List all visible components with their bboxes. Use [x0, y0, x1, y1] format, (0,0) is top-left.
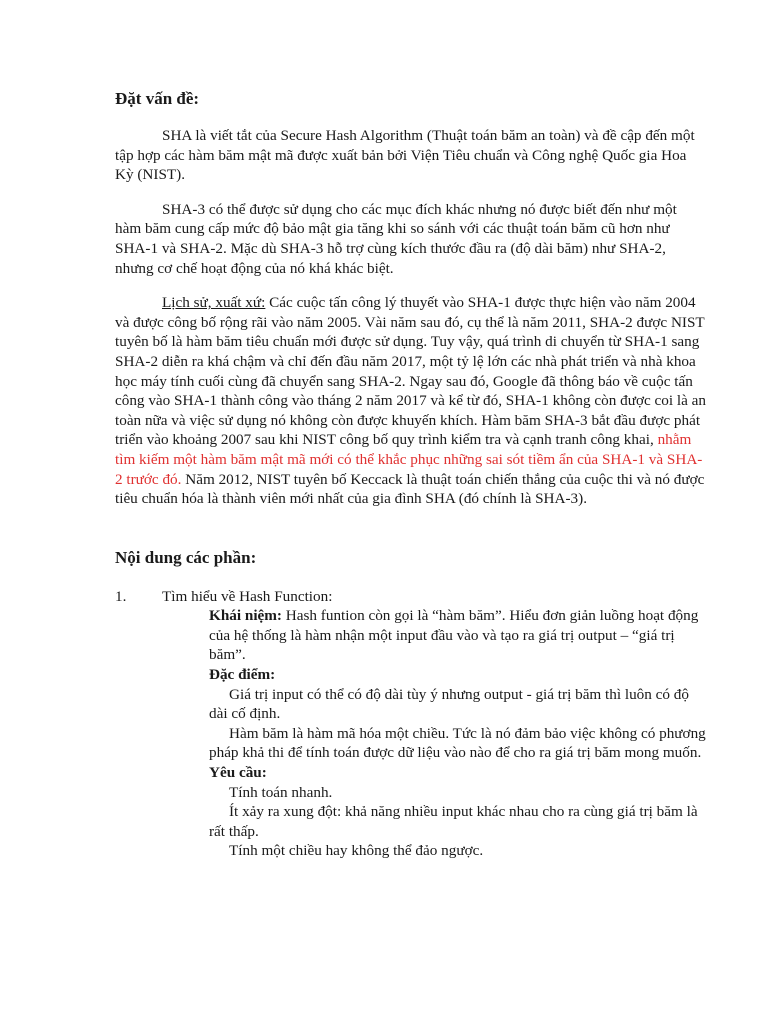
paragraph-history [115, 293, 706, 509]
section-heading-content: Nội dung các phần: [115, 547, 257, 567]
concept-text: Hash funtion còn gọi là “hàm băm”. Hiểu đơn giản luồng hoạt động của hệ thống là hàm nhận một input đầu vào và tạo ra giá trị output – “giá trị băm”. [209, 607, 699, 664]
paragraph-sha-intro: SHA là viết tắt của Secure Hash Algorithm (Thuật toán băm an toàn) và đề cập đến một tập hợp các hàm băm mật mã được xuất bản bởi Viện Tiêu chuẩn và Công nghệ Quốc gia Hoa Kỳ (NIST). [115, 127, 695, 184]
features-label: Đặc điểm: [209, 666, 276, 684]
feature-item-1: Giá trị input có thể có độ dài tùy ý nhưng output - giá trị băm thì luôn có độ dài cố định. [209, 685, 689, 723]
list-number: 1. [115, 587, 127, 605]
requirements-label: Yêu cầu: [209, 764, 267, 782]
history-label: Lịch sử, xuất xứ: [162, 294, 266, 312]
section-heading-problem: Đặt vấn đề: [115, 89, 200, 108]
requirement-item-1: Tính toán nhanh. [229, 783, 333, 801]
list-body [162, 587, 706, 861]
requirement-item-2: Ít xảy ra xung đột: khả năng nhiều input khác nhau cho ra cùng giá trị băm là rất thấp. [209, 803, 698, 840]
list-title: Tìm hiểu về Hash Function: [162, 587, 333, 605]
concept-label: Khái niệm: [209, 607, 282, 625]
paragraph-sha3-usage: SHA-3 có thể được sử dụng cho các mục đích khác nhưng nó được biết đến như một hàm băm cung cấp mức độ bảo mật gia tăng khi so sánh với các thuật toán băm cũ hơn như SHA-1 và SHA-2. Mặc dù SHA-3 hỗ trợ cùng kích thước đầu ra (độ dài băm) như SHA-2, nhưng cơ chế hoạt động của nó khá khác biệt. [115, 200, 677, 277]
concept-paragraph [162, 606, 706, 665]
history-text-b: Năm 2012, NIST tuyên bố Keccack là thuật toán chiến thắng của cuộc thi và nó được tiêu chuẩn hóa là thành viên mới nhất của gia đình SHA (đó chính là SHA-3). [115, 470, 705, 508]
feature-item-2: Hàm băm là hàm mã hóa một chiều. Tức là nó đảm bảo việc không có phương pháp khả thi để tính toán được dữ liệu vào nào để cho ra giá trị băm mong muốn. [209, 724, 706, 762]
list-item-hash-function [115, 587, 706, 861]
history-highlight: nhằm tìm kiếm một hàm băm mật mã mới có thể khắc phục những sai sót tiềm ẩn của SHA-1 và SHA-2 trước đó. [115, 431, 703, 488]
history-text-a: Các cuộc tấn công lý thuyết vào SHA-1 được thực hiện vào năm 2004 và được công bố rộng rãi vào năm 2005. Vài năm sau đó, cụ thể là năm 2011, SHA-2 được NIST tuyên bố là hàm băm tiêu chuẩn mới được sử dụng. Tuy vậy, quá trình di chuyển từ SHA-1 sang SHA-2 diễn ra khá chậm và chỉ đến đầu năm 2017, một tỷ lệ lớn các nhà phát triển và nhà khoa học máy tính cuối cùng đã chuyển sang SHA-2. Ngay sau đó, Google đã thông báo về cuộc tấn công vào SHA-1 thành công vào tháng 2 năm 2017 và kể từ đó, SHA-1 không còn được coi là an toàn nữa và việc sử dụng nó không còn được khuyến khích. Hàm băm SHA-3 bắt đầu được phát triển vào khoảng 2007 sau khi NIST công bố quy trình kiểm tra và cạnh tranh công khai, [115, 294, 706, 449]
requirement-item-3: Tính một chiều hay không thể đảo ngược. [229, 842, 484, 860]
